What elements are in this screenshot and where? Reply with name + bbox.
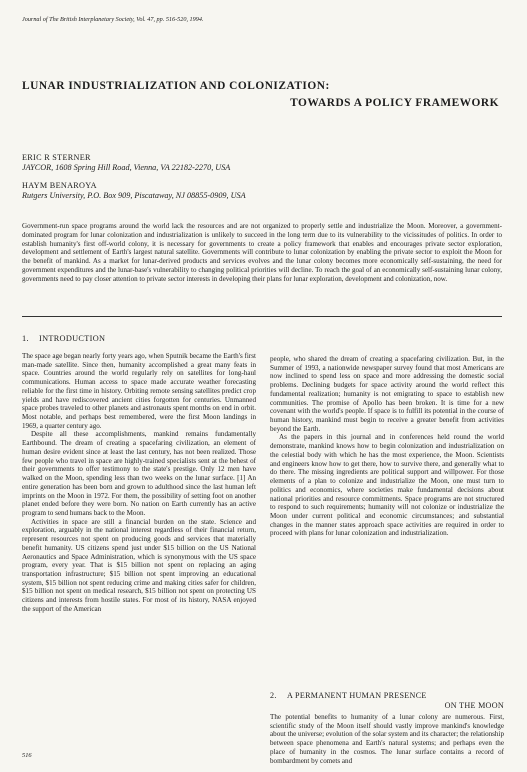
section-2-body bbox=[270, 713, 504, 765]
page-number: 516 bbox=[22, 752, 32, 759]
author-affiliation: JAYCOR, 1608 Spring Hill Road, Vienna, VA 22182-2270, USA bbox=[22, 163, 231, 172]
section-title-line-1: A PERMANENT HUMAN PRESENCE bbox=[287, 691, 427, 700]
paragraph: The space age began nearly forty years ago, when Sputnik became the Earth's first man-made satellite. Since then, humanity accomplished a great many feats in space. Countries around the world regularly rely on satellites for long-haul communications. Human access to space made accurate weather forecasting reliable for the first time in history. Orbiting remote sensing satellites predict crop yields and have rediscovered ancient cities forgotten for centuries. Unmanned space probes traveled to other planets and astronauts spent months on end in orbit. Most notable, and perhaps best remembered, were the first Moon landings in 1969, a quarter century ago. bbox=[22, 352, 256, 430]
paragraph: Activities in space are still a financial burden on the state. Science and exploration, arguably in the national interest regardless of their financial return, represent resources not spent on producing goods and services that materially benefit humanity. US citizens spend just under $15 billion on the US National Aeronautics and Space Administration, which is synonymous with the US space program, every year. That is $15 billion not spent on replacing an aging transportation infrastructure; $15 billion not spent improving an educational system, $15 billion not spent reducing crime and making cities safer for children, $15 billion not spent on medical research, $15 billion not spent on protecting US citizens and interests from hostile states. For most of its history, NASA enjoyed the support of the American bbox=[22, 517, 256, 613]
abstract: Government-run space programs around the world lack the resources and are not organized to properly settle and industrialize the Moon. Moreover, a government-dominated program for lunar colonization and industrialization is unlikely to succeed in the long term due to its vulnerability to the vicissitudes of politics. In order to establish humanity's first off-world colony, it is necessary for governments to create a policy framework that enables and encourages private sector exploration, development and settlement of Earth's largest natural satellite. Governments will contribute to lunar colonization by enabling the private sector to exploit the Moon for the benefit of mankind. As a market for lunar-derived products and services evolves and the lunar colony becomes more economically self-sustaining, the need for government expenditures and the lunar-base's vulnerability to changing political priorities will decline. To reach the goal of an economically self-sustaining lunar colony, governments need to pay closer attention to private sector interests in developing their plans for lunar exploration, development and colonization, now. bbox=[22, 222, 502, 283]
paragraph: people, who shared the dream of creating a spacefaring civilization. But, in the Summer of 1993, a nationwide newspaper survey found that most Americans are now inclined to spend less on space and more addressing the domestic social problems. Declining budgets for space activity around the world reflect this fundamental realization; humanity is not emigrating to space to establish new communities. The promise of Apollo has been broken. It is time for a new covenant with the world's people. If space is to fulfill its potential in the course of human history, mankind must begin to receive a greater benefit from activities beyond the Earth. bbox=[270, 355, 504, 433]
paper-title-line-2: TOWARDS A POLICY FRAMEWORK bbox=[290, 97, 499, 109]
author-name: HAYM BENAROYA bbox=[22, 181, 97, 190]
left-column bbox=[22, 352, 256, 614]
author-name: ERIC R STERNER bbox=[22, 153, 91, 162]
paragraph: The potential benefits to humanity of a lunar colony are numerous. First, scientific study of the Moon itself should vastly improve mankind's knowledge about the universe; evolution of the solar system and its character; the relationship between space phenomena and Earth's natural systems; and perhaps even the place of humanity in the cosmos. The lunar surface contains a record of bombardment by comets and bbox=[270, 713, 504, 765]
paper-title-line-1: LUNAR INDUSTRIALIZATION AND COLONIZATION: bbox=[22, 80, 330, 92]
section-heading-permanent-presence bbox=[270, 691, 504, 710]
author-affiliation: Rutgers University, P.O. Box 909, Piscataway, NJ 08855-0909, USA bbox=[22, 191, 246, 200]
journal-citation: Journal of The British Interplanetary Society, Vol. 47, pp. 516-520, 1994. bbox=[22, 16, 204, 23]
section-number: 2. bbox=[270, 691, 277, 700]
section-title-line-2: ON THE MOON bbox=[444, 701, 504, 710]
right-column bbox=[270, 355, 504, 538]
author-block-2 bbox=[22, 181, 246, 201]
section-title: INTRODUCTION bbox=[39, 334, 106, 343]
paragraph: Despite all these accomplishments, mankind remains fundamentally Earthbound. The dream of creating a spacefaring civilization, an element of human desire evident since at least the last century, has not been realized. Those few people who travel in space are highly-trained specialists sent at the behest of their governments to offer testimony to the state's prestige. Only 12 men have walked on the Moon, spending less than two weeks on the lunar surface. [1] An entire generation has been born and grown to adulthood since the last human left imprints on the Moon in 1972. For them, the possibility of setting foot on another planet ended before they were born. No nation on Earth currently has an active program to send humans back to the Moon. bbox=[22, 430, 256, 517]
author-block-1 bbox=[22, 153, 230, 173]
section-heading-introduction bbox=[22, 334, 105, 343]
paragraph: As the papers in this journal and in conferences held round the world demonstrate, mankind knows how to begin colonization and industrialization on the celestial body with which he has the most experience, the Moon. Scientists and engineers know how to get there, how to survive there, and generally what to do there. The missing ingredients are political support and willpower. For those elements of a plan to colonize and industrialize the Moon, one must turn to politics and economics, where societies make fundamental decisions about national priorities and resource commitments. Space programs are not structured to respond to such requirements; humanity will not colonize or industrialize the Moon under current political and economic circumstances; and substantial changes in the manner states approach space activities are required in order to proceed with plans for lunar colonization and industrialization. bbox=[270, 433, 504, 538]
section-number: 1. bbox=[22, 334, 29, 343]
divider bbox=[22, 316, 502, 317]
